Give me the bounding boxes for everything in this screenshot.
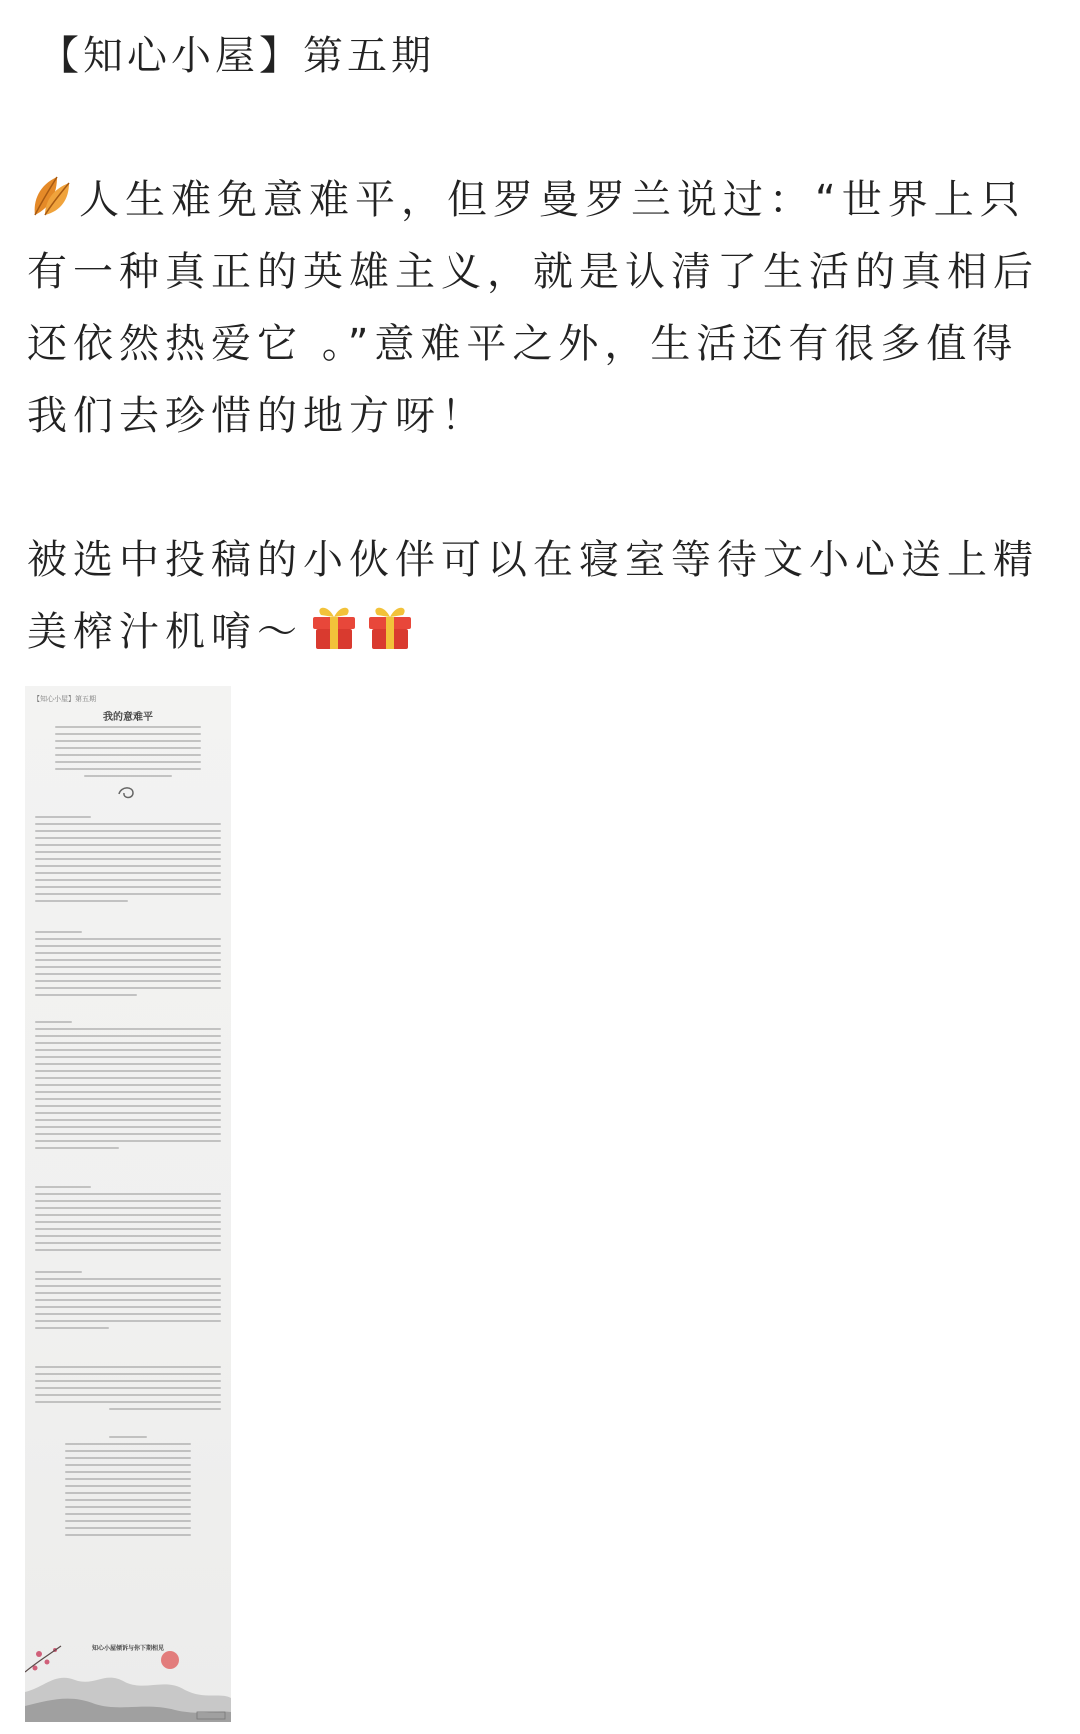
poster-text-block [35, 1366, 221, 1415]
poster-text-block [35, 1271, 221, 1334]
gift-icon [309, 599, 359, 651]
post-title: 【知心小屋】第五期 [39, 33, 435, 79]
poster-header: 【知心小屋】第五期 [33, 695, 96, 703]
poster-footer: 知心小屋倾诉与你下期相见 [91, 1645, 164, 1652]
ink-landscape-icon [25, 1632, 231, 1722]
paragraph-2-text: 被选中投稿的小伙伴可以在寝室等待文小心送上精美榨汁机唷～ [27, 537, 1039, 655]
poster-text-block [55, 726, 201, 782]
poster-text-block [35, 1021, 221, 1154]
poster-text-block [65, 1436, 191, 1541]
swirl-decoration-icon [115, 784, 139, 802]
gift-icon [365, 599, 415, 651]
poster-heading: 我的意难平 [103, 712, 153, 723]
poster-text-block [35, 1186, 221, 1256]
post-content [27, 20, 1057, 668]
autumn-leaf-icon [27, 170, 75, 218]
post-paragraph [27, 164, 1057, 452]
poster-text-block [35, 931, 221, 1001]
poster-text-block [35, 816, 221, 907]
paragraph-1-text: 人生难免意难平，但罗曼罗兰说过：“世界上只有一种真正的英雄主义，就是认清了生活的真相后还依然热爱它 。”意难平之外，生活还有很多值得我们去珍惜的地方呀！ [27, 177, 1039, 439]
poster-image[interactable] [25, 686, 231, 1722]
post-paragraph [27, 524, 1057, 668]
